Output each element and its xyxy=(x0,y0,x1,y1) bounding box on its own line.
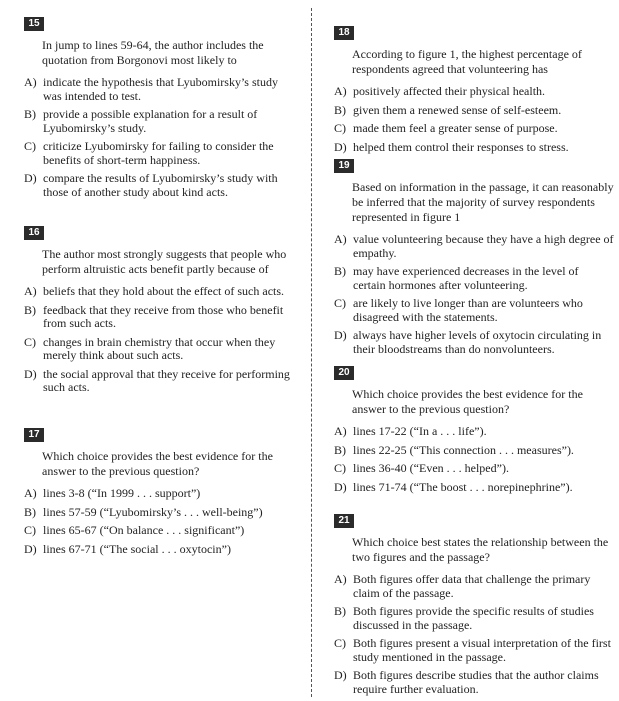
option-letter: C) xyxy=(24,334,36,349)
question-stem: Which choice provides the best evidence for the answer to the previous question? xyxy=(352,387,583,416)
option-text: lines 17-22 (“In a . . . life”). xyxy=(353,424,487,438)
option-letter: B) xyxy=(24,302,36,317)
option-d[interactable] xyxy=(334,141,614,155)
option-a[interactable] xyxy=(24,76,292,103)
option-letter: C) xyxy=(334,296,346,310)
question-stem: Which choice provides the best evidence for the answer to the previous question? xyxy=(42,449,273,478)
option-c[interactable] xyxy=(334,122,614,136)
option-d[interactable] xyxy=(24,172,292,199)
option-text: value volunteering because they have a high degree of empathy. xyxy=(353,232,614,260)
question-16 xyxy=(24,222,292,400)
option-text: changes in brain chemistry that occur when they merely think about such acts. xyxy=(43,334,276,362)
question-stem: Which choice best states the relationship between the two figures and the passage? xyxy=(352,535,609,564)
option-text: lines 36-40 (“Even . . . helped”). xyxy=(353,461,509,475)
option-letter: B) xyxy=(334,604,346,618)
option-text: always have higher levels of oxytocin circulating in their bloodstreams than do nonvolunteers. xyxy=(353,328,602,356)
option-letter: A) xyxy=(334,232,347,246)
option-d[interactable] xyxy=(24,368,292,395)
option-b[interactable] xyxy=(24,304,292,331)
option-text: Both figures provide the specific results of studies discussed in the passage. xyxy=(353,604,594,632)
question-stem: Based on information in the passage, it can reasonably be inferred that the majority of survey respondents represented in figure 1 xyxy=(352,180,614,224)
option-letter: C) xyxy=(334,461,346,475)
option-letter: D) xyxy=(334,139,347,154)
option-c[interactable] xyxy=(24,524,292,538)
question-stem: In jump to lines 59-64, the author includes the quotation from Borgonovi most likely to xyxy=(42,38,264,67)
option-c[interactable] xyxy=(24,140,292,167)
option-text: lines 65-67 (“On balance . . . significant”) xyxy=(43,523,245,537)
option-text: Both figures describe studies that the author claims require further evaluation. xyxy=(353,668,599,696)
option-letter: B) xyxy=(24,107,36,121)
option-a[interactable] xyxy=(334,233,614,260)
option-letter: C) xyxy=(24,139,36,153)
option-text: compare the results of Lyubomirsky’s study with those of another study about kind acts. xyxy=(43,171,278,199)
option-letter: D) xyxy=(24,366,37,381)
option-letter: D) xyxy=(334,668,347,682)
option-a[interactable] xyxy=(334,425,614,439)
option-c[interactable] xyxy=(334,462,614,476)
option-text: helped them control their responses to stress. xyxy=(353,139,569,154)
option-text: provide a possible explanation for a result of Lyubomirsky’s study. xyxy=(43,107,258,135)
option-text: lines 3-8 (“In 1999 . . . support”) xyxy=(43,486,201,500)
question-17 xyxy=(24,424,292,561)
column-divider xyxy=(311,8,312,697)
option-text: beliefs that they hold about the effect of such acts. xyxy=(43,284,285,298)
option-b[interactable] xyxy=(334,444,614,458)
option-b[interactable] xyxy=(24,506,292,520)
option-text: positively affected their physical health. xyxy=(353,84,546,98)
option-text: lines 22-25 (“This connection . . . measures”). xyxy=(353,442,574,457)
option-letter: A) xyxy=(24,486,37,500)
option-a[interactable] xyxy=(334,573,614,600)
option-text: are likely to live longer than are volunteers who disagreed with the statements. xyxy=(353,296,583,324)
option-b[interactable] xyxy=(334,104,614,118)
option-text: may have experienced decreases in the level of certain hormones after volunteering. xyxy=(353,264,579,292)
question-stem: The author most strongly suggests that people who perform altruistic acts benefit partly because of xyxy=(42,247,287,276)
option-letter: A) xyxy=(24,75,37,89)
option-letter: D) xyxy=(334,479,347,494)
option-letter: B) xyxy=(334,102,346,117)
option-text: indicate the hypothesis that Lyubomirsky’s study was intended to test. xyxy=(43,75,278,103)
question-number: 19 xyxy=(334,159,354,173)
option-letter: A) xyxy=(334,424,347,438)
option-letter: D) xyxy=(334,328,347,342)
option-text: lines 57-59 (“Lyubomirsky’s . . . well-being”) xyxy=(43,504,263,519)
option-letter: A) xyxy=(334,84,347,98)
option-a[interactable] xyxy=(24,487,292,501)
option-b[interactable] xyxy=(334,605,614,632)
option-letter: A) xyxy=(334,572,347,586)
option-c[interactable] xyxy=(334,637,614,664)
option-d[interactable] xyxy=(334,669,614,696)
option-text: lines 71-74 (“The boost . . . norepinephrine”). xyxy=(353,479,573,494)
option-letter: C) xyxy=(334,636,346,650)
option-text: Both figures present a visual interpretation of the first study mentioned in the passage. xyxy=(353,636,611,664)
question-20 xyxy=(334,362,614,499)
question-number: 16 xyxy=(24,226,44,240)
option-text: criticize Lyubomirsky for failing to consider the benefits of short-term happiness. xyxy=(43,139,274,167)
option-b[interactable] xyxy=(24,108,292,135)
option-d[interactable] xyxy=(24,543,292,557)
question-19 xyxy=(334,155,614,361)
option-text: the social approval that they receive for performing such acts. xyxy=(43,366,290,394)
option-b[interactable] xyxy=(334,265,614,292)
question-21 xyxy=(334,510,614,701)
option-c[interactable] xyxy=(334,297,614,324)
option-letter: C) xyxy=(24,523,36,537)
question-number: 17 xyxy=(24,428,44,442)
question-stem: According to figure 1, the highest percentage of respondents agreed that volunteering has xyxy=(352,47,582,76)
option-letter: A) xyxy=(24,284,37,298)
option-a[interactable] xyxy=(24,285,292,299)
option-text: made them feel a greater sense of purpose. xyxy=(353,121,558,135)
option-text: given them a renewed sense of self-esteem. xyxy=(353,102,562,117)
option-letter: D) xyxy=(24,541,37,556)
option-letter: B) xyxy=(334,442,346,457)
question-15 xyxy=(24,13,292,204)
question-number: 15 xyxy=(24,17,44,31)
option-d[interactable] xyxy=(334,329,614,356)
question-number: 20 xyxy=(334,366,354,380)
option-text: Both figures offer data that challenge the primary claim of the passage. xyxy=(353,572,591,600)
question-number: 18 xyxy=(334,26,354,40)
option-a[interactable] xyxy=(334,85,614,99)
option-c[interactable] xyxy=(24,336,292,363)
option-letter: B) xyxy=(334,264,346,278)
option-letter: B) xyxy=(24,504,36,519)
option-d[interactable] xyxy=(334,481,614,495)
question-18 xyxy=(334,22,614,159)
option-text: feedback that they receive from those who benefit from such acts. xyxy=(43,302,284,330)
option-text: lines 67-71 (“The social . . . oxytocin”) xyxy=(43,541,231,556)
question-number: 21 xyxy=(334,514,354,528)
option-letter: D) xyxy=(24,171,37,185)
option-letter: C) xyxy=(334,121,346,135)
